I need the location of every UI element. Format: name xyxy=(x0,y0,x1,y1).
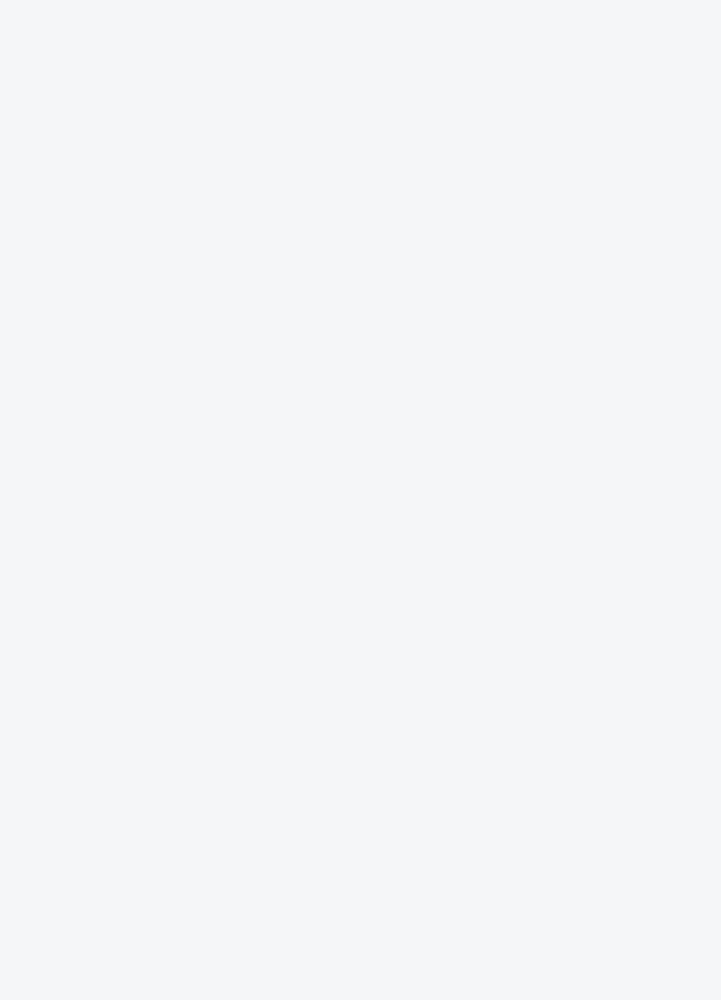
section-header xyxy=(0,46,721,62)
